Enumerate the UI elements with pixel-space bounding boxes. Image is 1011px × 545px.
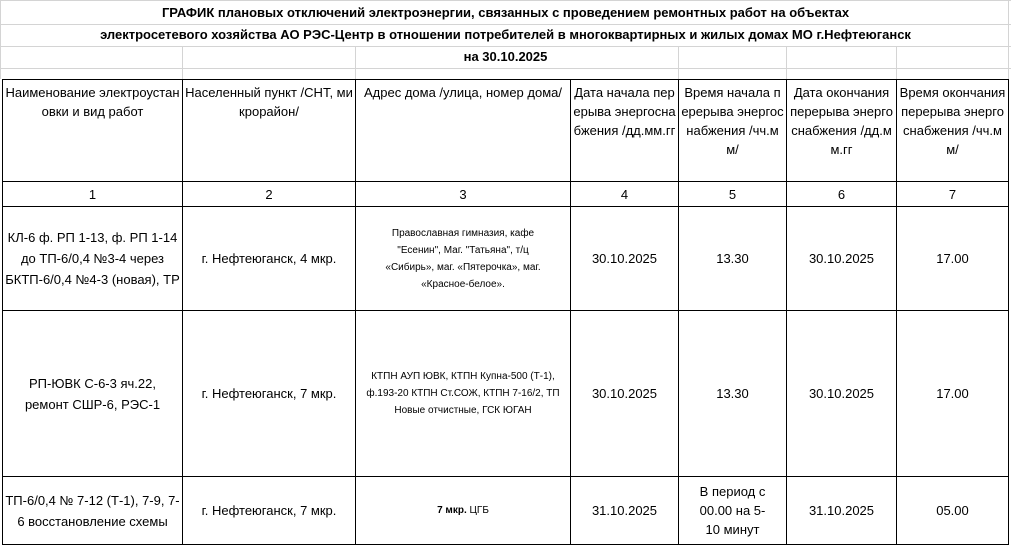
- header-settlement: Населенный пункт /СНТ, микрорайон/: [183, 80, 356, 182]
- column-number: 4: [571, 182, 679, 207]
- table-row: [3, 207, 1009, 311]
- outage-schedule-table: [2, 79, 1009, 545]
- start-date-cell: 31.10.2025: [571, 477, 679, 545]
- title-line-1: ГРАФИК плановых отключений электроэнергии, связанных с проведением ремонтных работ на объектах: [161, 5, 850, 20]
- start-time-cell: 13.30: [679, 311, 787, 477]
- column-number: 6: [787, 182, 897, 207]
- start-date-cell: 30.10.2025: [571, 311, 679, 477]
- header-start-time: Время начала перерыва энергоснабжения /чч.мм/: [679, 80, 787, 182]
- end-time-cell: 05.00: [897, 477, 1009, 545]
- address-rest-part: ЦГБ: [466, 505, 489, 516]
- start-date-cell: 30.10.2025: [571, 207, 679, 311]
- address-cell: КТПН АУП ЮВК, КТПН Купна-500 (Т-1), ф.193-20 КТПН Ст.СОЖ, КТПН 7-16/2, ТП Новые отчистные, ГСК ЮГАН: [356, 311, 571, 477]
- header-end-time: Время окончания перерыва энергоснабжения /чч.мм/: [897, 80, 1009, 182]
- end-date-cell: 31.10.2025: [787, 477, 897, 545]
- settlement-cell: г. Нефтеюганск, 7 мкр.: [183, 477, 356, 545]
- table-row: [3, 477, 1009, 545]
- end-time-cell: 17.00: [897, 207, 1009, 311]
- column-number: 1: [3, 182, 183, 207]
- column-number: 7: [897, 182, 1009, 207]
- equipment-cell: РП-ЮВК С-6-3 яч.22, ремонт СШР-6, РЭС-1: [3, 311, 183, 477]
- title-line-3: на 30.10.2025: [463, 49, 548, 64]
- header-start-date: Дата начала перерыва энергоснабжения /дд.мм.гг: [571, 80, 679, 182]
- column-number-row: [3, 182, 1009, 207]
- equipment-cell: КЛ-6 ф. РП 1-13, ф. РП 1-14 до ТП-6/0,4 №3-4 через БКТП-6/0,4 №4-3 (новая), ТР: [3, 207, 183, 311]
- settlement-cell: г. Нефтеюганск, 7 мкр.: [183, 311, 356, 477]
- column-number: 2: [183, 182, 356, 207]
- table-row: [3, 311, 1009, 477]
- address-bold-part: 7 мкр.: [437, 505, 467, 516]
- header-address: Адрес дома /улица, номер дома/: [356, 80, 571, 182]
- equipment-cell: ТП-6/0,4 № 7-12 (Т-1), 7-9, 7-6 восстановление схемы: [3, 477, 183, 545]
- address-cell: [356, 477, 571, 545]
- start-time-cell: 13.30: [679, 207, 787, 311]
- start-time-cell: В период с 00.00 на 5-10 минут: [679, 477, 787, 545]
- title-line-2: электросетевого хозяйства АО РЭС-Центр в отношении потребителей в многоквартирных и жилых домах МО г.Нефтеюганск: [100, 27, 911, 42]
- header-equipment: Наименование электроустановки и вид работ: [3, 80, 183, 182]
- header-end-date: Дата окончания перерыва энергоснабжения /дд.мм.гг: [787, 80, 897, 182]
- column-number: 3: [356, 182, 571, 207]
- column-number: 5: [679, 182, 787, 207]
- end-time-cell: 17.00: [897, 311, 1009, 477]
- end-date-cell: 30.10.2025: [787, 207, 897, 311]
- end-date-cell: 30.10.2025: [787, 311, 897, 477]
- header-row: [3, 80, 1009, 182]
- settlement-cell: г. Нефтеюганск, 4 мкр.: [183, 207, 356, 311]
- address-cell: Православная гимназия, кафе "Есенин", Маг. "Татьяна", т/ц «Сибирь», маг. «Пятерочка», маг. «Красное-белое».: [356, 207, 571, 311]
- gridline: [0, 0, 1011, 1]
- gridline: [0, 68, 1011, 69]
